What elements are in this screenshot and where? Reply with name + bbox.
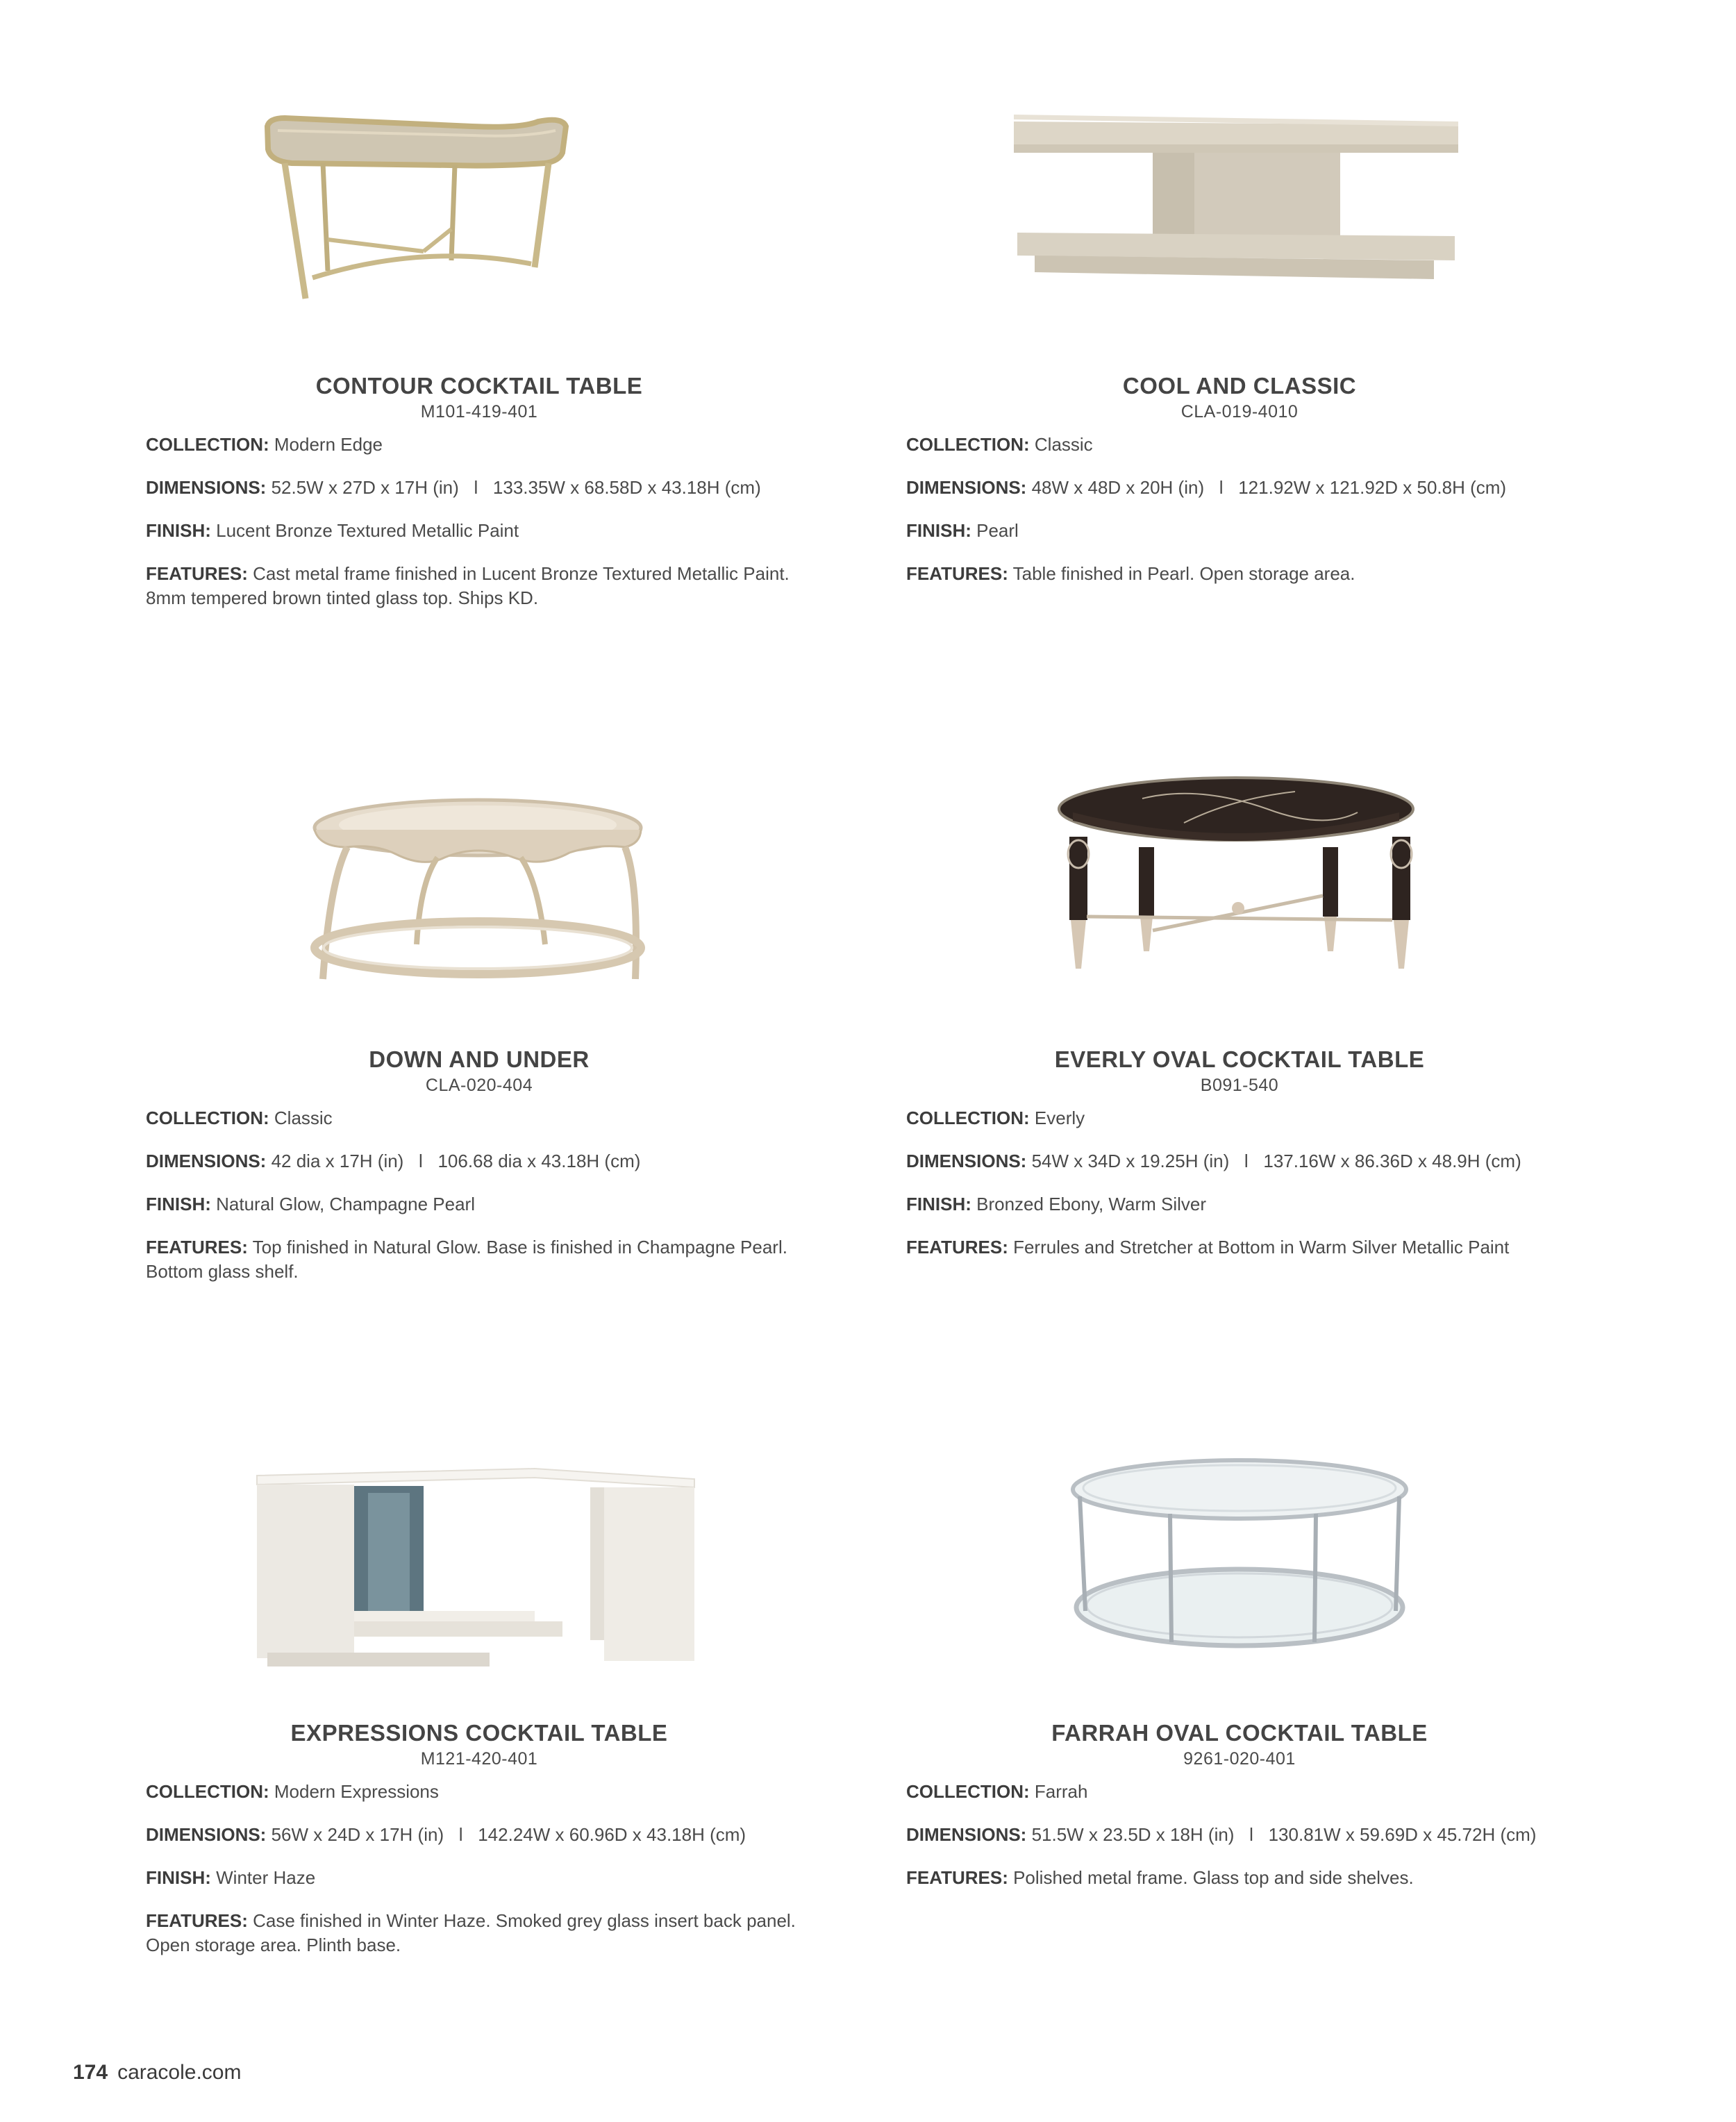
- dimensions-row: [906, 1823, 1573, 1847]
- product-sku: M121-420-401: [420, 1749, 538, 1769]
- dimensions-label: DIMENSIONS:: [146, 1151, 267, 1171]
- product-card-farrah: [906, 1444, 1573, 1909]
- finish-label: FINISH:: [146, 520, 211, 541]
- dimensions-value: 56W x 24D x 17H (in) l 142.24W x 60.96D x 43.18H (cm): [271, 1824, 746, 1845]
- features-row: [906, 562, 1573, 586]
- collection-row: [146, 433, 812, 457]
- glass-oval-cocktail-table-icon: [906, 1444, 1573, 1680]
- features-label: FEATURES:: [906, 1867, 1008, 1888]
- product-card-everly: [906, 771, 1573, 1278]
- features-label: FEATURES:: [146, 1910, 248, 1931]
- site-link[interactable]: caracole.com: [117, 2061, 242, 2084]
- features-value: Polished metal frame. Glass top and side shelves.: [1013, 1867, 1414, 1888]
- dimensions-row: [146, 1823, 812, 1847]
- collection-value: Everly: [1034, 1108, 1085, 1128]
- dimensions-label: DIMENSIONS:: [146, 477, 267, 498]
- product-title: EXPRESSIONS COCKTAIL TABLE: [290, 1720, 668, 1746]
- product-image: [906, 771, 1573, 1007]
- product-sku: M101-419-401: [420, 402, 538, 421]
- finish-label: FINISH:: [906, 520, 971, 541]
- collection-label: COLLECTION:: [906, 434, 1030, 455]
- collection-value: Classic: [1034, 434, 1093, 455]
- collection-value: Classic: [274, 1108, 333, 1128]
- product-image: [906, 97, 1573, 333]
- product-sku: B091-540: [1200, 1076, 1279, 1095]
- finish-row: [146, 519, 812, 543]
- features-label: FEATURES:: [906, 1237, 1008, 1258]
- dimensions-value: 51.5W x 23.5D x 18H (in) l 130.81W x 59.69D x 45.72H (cm): [1031, 1824, 1537, 1845]
- finish-value: Winter Haze: [216, 1867, 316, 1888]
- features-value: Ferrules and Stretcher at Bottom in Warm Silver Metallic Paint: [1013, 1237, 1510, 1258]
- dimensions-row: [906, 476, 1573, 500]
- features-row: [146, 1909, 812, 1957]
- collection-label: COLLECTION:: [146, 434, 269, 455]
- product-image: [146, 771, 812, 1007]
- product-title: COOL AND CLASSIC: [1122, 373, 1357, 399]
- collection-row: [146, 1780, 812, 1804]
- product-image: [906, 1444, 1573, 1680]
- finish-label: FINISH:: [906, 1194, 971, 1214]
- features-row: [906, 1866, 1573, 1890]
- collection-value: Farrah: [1034, 1781, 1088, 1802]
- features-row: [146, 562, 812, 610]
- product-sku: CLA-020-404: [425, 1076, 533, 1095]
- dimensions-value: 54W x 34D x 19.25H (in) l 137.16W x 86.36D x 48.9H (cm): [1031, 1151, 1521, 1171]
- features-label: FEATURES:: [146, 1237, 248, 1258]
- finish-label: FINISH:: [146, 1867, 211, 1888]
- dimensions-label: DIMENSIONS:: [906, 477, 1027, 498]
- dimensions-label: DIMENSIONS:: [146, 1824, 267, 1845]
- collection-value: Modern Edge: [274, 434, 383, 455]
- product-title: FARRAH OVAL COCKTAIL TABLE: [1051, 1720, 1428, 1746]
- product-card-cool-and-classic: [906, 97, 1573, 605]
- dimensions-label: DIMENSIONS:: [906, 1151, 1027, 1171]
- collection-label: COLLECTION:: [906, 1781, 1030, 1802]
- finish-row: [906, 519, 1573, 543]
- finish-row: [146, 1866, 812, 1890]
- product-title: CONTOUR COCKTAIL TABLE: [315, 373, 643, 399]
- page-footer: [73, 2061, 241, 2085]
- product-sku: 9261-020-401: [1183, 1749, 1296, 1769]
- features-value: Case finished in Winter Haze. Smoked grey glass insert back panel. Open storage area. Plinth base.: [146, 1910, 796, 1955]
- finish-row: [146, 1192, 812, 1217]
- collection-row: [906, 433, 1573, 457]
- product-image: [146, 1444, 812, 1680]
- square-pedestal-cocktail-table-icon: [906, 97, 1573, 333]
- product-image: [146, 97, 812, 333]
- dimensions-row: [146, 476, 812, 500]
- collection-row: [146, 1106, 812, 1130]
- dimensions-value: 48W x 48D x 20H (in) l 121.92W x 121.92D x 50.8H (cm): [1031, 477, 1507, 498]
- dimensions-row: [146, 1149, 812, 1173]
- product-card-expressions: [146, 1444, 812, 1976]
- finish-value: Lucent Bronze Textured Metallic Paint: [216, 520, 519, 541]
- product-card-down-and-under: [146, 771, 812, 1303]
- collection-label: COLLECTION:: [146, 1781, 269, 1802]
- product-title: DOWN AND UNDER: [369, 1046, 590, 1072]
- product-card-contour: [146, 97, 812, 629]
- dimensions-label: DIMENSIONS:: [906, 1824, 1027, 1845]
- waterfall-cocktail-table-icon: [146, 1444, 812, 1680]
- features-row: [906, 1235, 1573, 1260]
- finish-value: Natural Glow, Champagne Pearl: [216, 1194, 475, 1214]
- features-label: FEATURES:: [146, 563, 248, 584]
- page-number: 174: [73, 2061, 108, 2084]
- collection-label: COLLECTION:: [906, 1108, 1030, 1128]
- dimensions-value: 52.5W x 27D x 17H (in) l 133.35W x 68.58D x 43.18H (cm): [271, 477, 761, 498]
- dimensions-value: 42 dia x 17H (in) l 106.68 dia x 43.18H (cm): [271, 1151, 641, 1171]
- finish-label: FINISH:: [146, 1194, 211, 1214]
- product-title: EVERLY OVAL COCKTAIL TABLE: [1054, 1046, 1425, 1072]
- finish-value: Bronzed Ebony, Warm Silver: [976, 1194, 1207, 1214]
- collection-value: Modern Expressions: [274, 1781, 439, 1802]
- gold-metal-glass-cocktail-table-icon: [146, 97, 812, 333]
- features-row: [146, 1235, 812, 1284]
- features-value: Cast metal frame finished in Lucent Bronze Textured Metallic Paint. 8mm tempered brown tinted glass top. Ships KD.: [146, 563, 790, 608]
- finish-row: [906, 1192, 1573, 1217]
- features-value: Top finished in Natural Glow. Base is finished in Champagne Pearl. Bottom glass shelf.: [146, 1237, 787, 1282]
- features-value: Table finished in Pearl. Open storage area.: [1012, 563, 1355, 584]
- collection-row: [906, 1106, 1573, 1130]
- oval-ebony-cocktail-table-icon: [906, 771, 1573, 1007]
- dimensions-row: [906, 1149, 1573, 1173]
- collection-label: COLLECTION:: [146, 1108, 269, 1128]
- product-sku: CLA-019-4010: [1180, 402, 1299, 421]
- collection-row: [906, 1780, 1573, 1804]
- finish-value: Pearl: [976, 520, 1019, 541]
- round-cocktail-table-icon: [146, 771, 812, 1007]
- features-label: FEATURES:: [906, 563, 1008, 584]
